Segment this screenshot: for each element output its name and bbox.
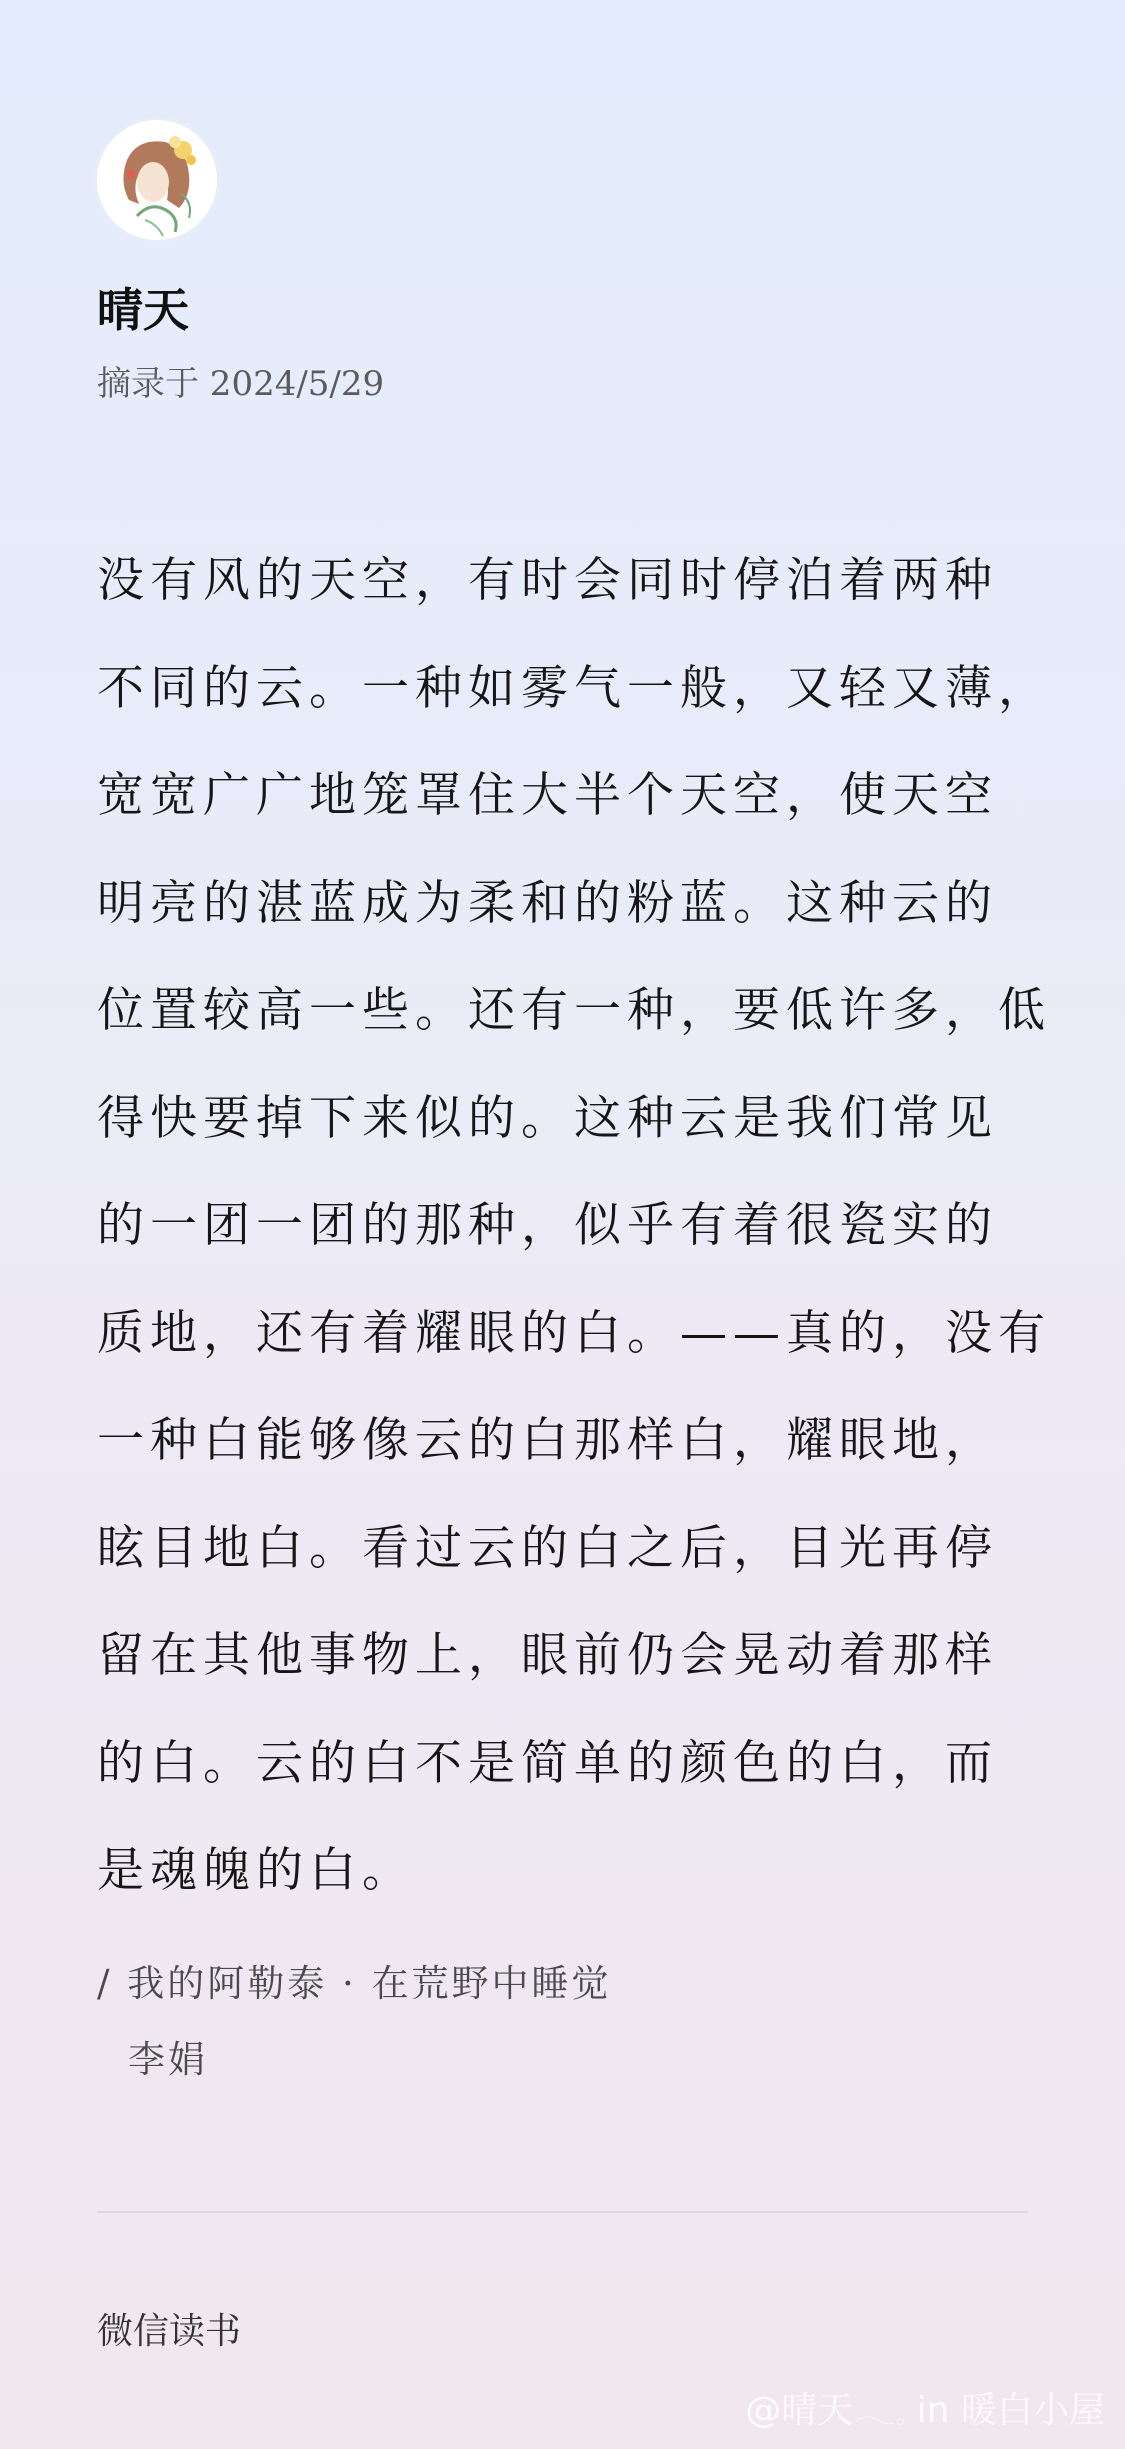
quote-line: 留在其他事物上，眼前仍会晃动着那样 xyxy=(97,1628,998,1683)
author-name[interactable]: 晴天 xyxy=(97,283,189,337)
avatar-illustration-icon xyxy=(97,120,217,240)
watermark: @晴天𓂃𓈒 in 暖白小屋 xyxy=(745,2390,1105,2431)
quote-line: 眩目地白。看过云的白之后，目光再停 xyxy=(97,1520,998,1576)
divider xyxy=(97,2211,1028,2213)
quote-line: 是魂魄的白。 xyxy=(97,1843,415,1898)
quote-line: 质地，还有着耀眼的白。——真的，没有 xyxy=(97,1305,1051,1361)
app-name: 微信读书 xyxy=(97,2311,242,2352)
quote-line: 的白。云的白不是简单的颜色的白，而 xyxy=(97,1735,998,1791)
quote-line: 的一团一团的那种，似乎有着很瓷实的 xyxy=(97,1198,998,1253)
quote-text xyxy=(97,527,1051,1925)
quote-line: 没有风的天空，有时会同时停泊着两种 xyxy=(97,553,998,608)
quote-line: 不同的云。一种如雾气一般，又轻又薄， xyxy=(97,660,1051,716)
quote-line: 得快要掉下来似的。这种云是我们常见 xyxy=(97,1090,998,1146)
quote-line: 一种白能够像云的白那样白，耀眼地， xyxy=(97,1413,998,1468)
excerpt-date: 摘录于 2024/5/29 xyxy=(97,364,385,404)
quote-line: 位置较高一些。还有一种，要低许多，低 xyxy=(97,983,1051,1038)
avatar[interactable] xyxy=(97,120,217,240)
quote-line: 宽宽广广地笼罩住大半个天空，使天空 xyxy=(97,768,998,823)
source-book-title[interactable]: / 我的阿勒泰 · 在荒野中睡觉 xyxy=(97,1962,612,2005)
quote-line: 明亮的湛蓝成为柔和的粉蓝。这种云的 xyxy=(97,875,998,931)
source-author: 李娟 xyxy=(128,2038,208,2081)
